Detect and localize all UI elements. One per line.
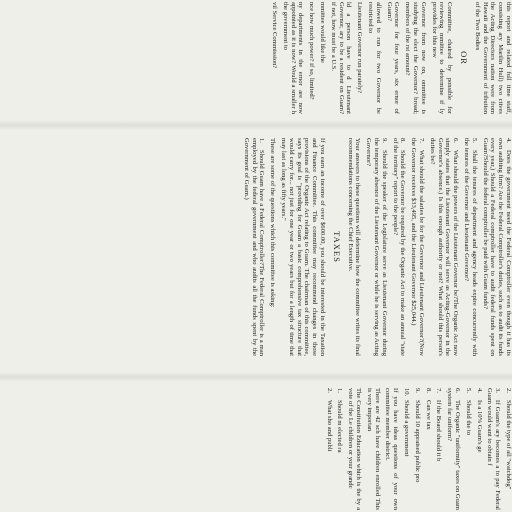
item-7: 7.What should the salaries be for the Governor and Lieutenant Governor?(Now the Governor receives $33,495, and the Lieutenant Governor $25,044.): [410, 138, 426, 356]
run-twice-question: allowed to run for two Governor be restricted to: [367, 2, 382, 114]
tax-item-4: 4.Is a 10% Guam's ge: [475, 388, 483, 453]
tax-item-2: 2.Should the type of all "watchdog": [505, 388, 512, 490]
column-left: [0, 2, 512, 114]
education-question-2: 2.What sho and publi: [325, 388, 333, 452]
power-question: nce how much power? if so, limited?: [308, 2, 316, 100]
education-question-1: 1.Should m elected ra: [336, 388, 344, 453]
tax-item-3: 3.If Guam's ary becomes a to pay Federal Guam would want to obtain f: [486, 388, 502, 510]
elect-governor-question: Governor from now on, ommittee is studying the elect the Governor? broad; members of the rst amount?: [404, 2, 427, 114]
item-9: 9.Should the speaker of the Legislature serve as Lieutenant Governor during the temporary absence of the Lieutenant Governor or while he is serving as Acting Governor?: [365, 138, 388, 356]
tax-item-7: 7.If the Board should it b: [435, 388, 443, 462]
item-6: 6.What should the powers of the Lieutenant Governor be?The Organic Act now simply states that the Lieutenant Governor will serve as Acting-Governor in the Governor's absence.) Is this enough authority or not? What should this person's duties be?: [428, 138, 460, 356]
departments-question: ny departments in the ernor are now appointed as it is now? Would a smaller h the government to: [281, 2, 305, 114]
tax-item-6: 6.The Organic "uniformity" taxes on Guam system far uniform?: [446, 388, 462, 510]
tax-question-1: 1.Should Guam have a Federal Comptroller?The Federal Comptroller is a man employed by the federal government and who audits all the funds spent by the Government of Guam.): [242, 138, 266, 356]
residency-question: ld a person have to d Lieutenant Governor, ary to be a resident on Guam? if not, how must be a U.S.: [329, 2, 353, 114]
answers-paragraph: Your answers to these questions will determine how the committee writes its final recommendations concerning the Chief Executive.: [346, 138, 362, 356]
committee-would-like: mmittee would like the: [319, 2, 327, 63]
staff-paragraph: this report and related full time staff, consisting ary Marilin Hull) two ctives the Acting Directors nation were from Hawaii and the Government of tribution of the Two Bodies: [473, 2, 512, 114]
term-question: Governor for four years, six ernor of Guam?: [385, 2, 401, 114]
item-5: 5.Shall the tenures of department and agency heads expire concurrently with the tenures of the Governor and Lieutenant Governor?: [463, 138, 478, 356]
schools-paragraph: There are 42 sch have children enrolled This is very importan: [365, 388, 381, 510]
committee-paragraph: Committee, chaired by ponsible for reviewing mmittee to determine if ly provides for this new: [430, 2, 454, 114]
fold-shadow-2: [0, 372, 512, 382]
tax-item-10: 10.Should a government: [403, 388, 411, 457]
tax-item-8: 8.Can we tax: [424, 388, 432, 430]
section-heading-partial: OR: [459, 51, 470, 65]
tax-item-9: 9.Should 10 appraised public pro: [413, 388, 421, 483]
item-8: 8.Should the Governor be required by the Organic Act to make an annual "state of the territory" report to the people?: [391, 138, 407, 356]
questions-intro: These are some of the questions which this committee is asking:: [269, 138, 277, 308]
run-separately-question: Lieutenant Governor run parately?: [356, 2, 364, 94]
tax-item-5: 5.Should the to: [464, 388, 472, 436]
column-right: [0, 388, 512, 510]
constitution-paragraph: The Constitution Education which is the by a vote of the Le children or your grandc: [347, 388, 363, 510]
fold-shadow: [0, 120, 512, 130]
item-4: 4.Does the government need the Federal Comptroller even though it has its own auditing firm? Are the Federal Comptroller's duties, such as to audit its funds every year,) Should a Federal comptroller have to audit federal funds spent on Guam?Should the federal comptroller be paid with Guam funds?: [481, 138, 512, 356]
taxes-paragraph: If you earn an income of over $600.00, you should be interested in the Taxation and Finance Committee. This committee may recommend changes in those provisions of the Organic Act relating to Guam. The chairman of this committee, says its goal is "providing for Guam a basic comprehensive tax structure that would carry for... not just for one year or two years but for a length of time that may last as long as fifty years.": [280, 138, 327, 356]
column-middle: [0, 138, 512, 356]
civil-service-question: vil Service Commission?: [271, 2, 279, 69]
taxes-heading: TAXES: [331, 231, 342, 263]
ideas-paragraph: If you have ideas questions of your own committee member district.: [384, 388, 400, 510]
